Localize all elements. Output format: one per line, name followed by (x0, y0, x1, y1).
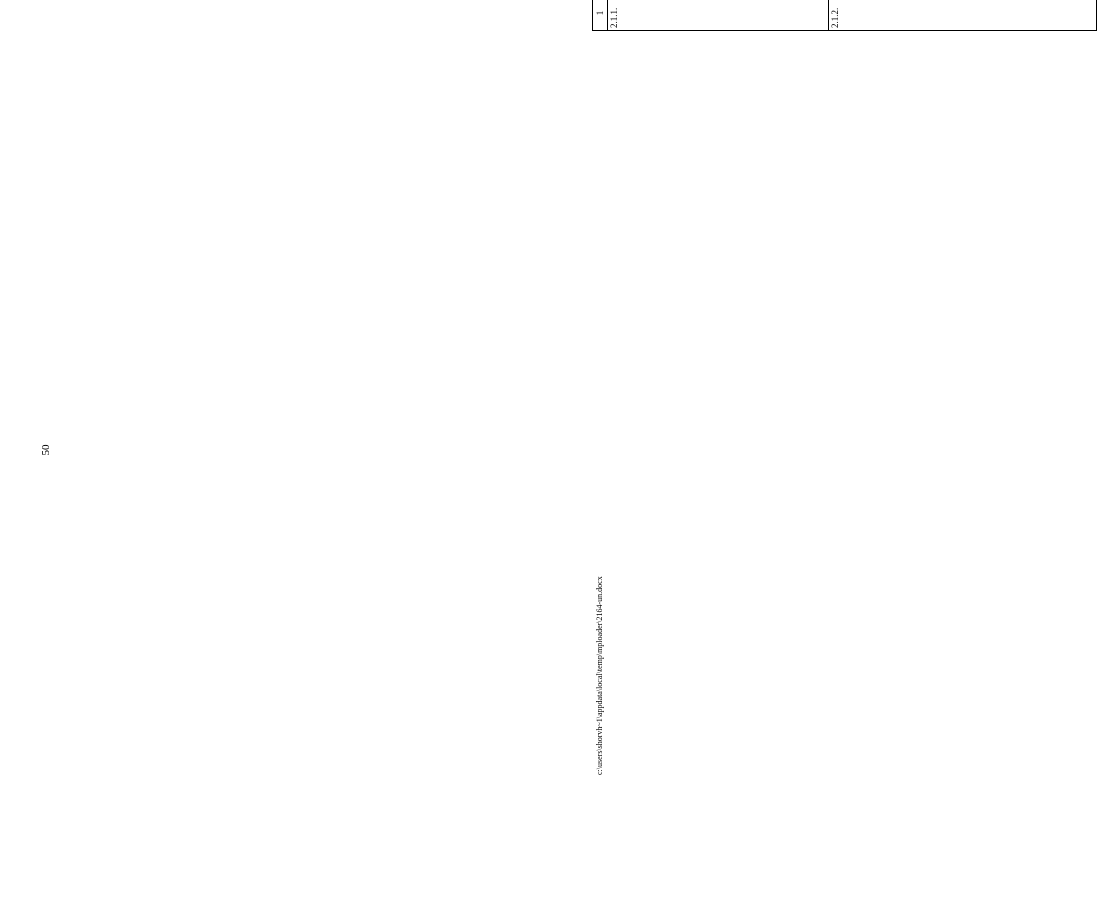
table-body (608, 0, 1097, 31)
table-row (829, 0, 941, 31)
measure-number: 2.1.1. (608, 0, 829, 31)
footer-file-path: c:\users\shorvh~1\appdata\local\temp\mploader\2164-un.docx (595, 576, 604, 775)
table-row (608, 0, 649, 31)
column-number-1: 1 (593, 0, 608, 31)
page-number: 50 (40, 444, 52, 456)
program-measures-table (592, 0, 1097, 31)
measure-number: 2.1.2. (829, 0, 1097, 31)
column-number-row (593, 0, 608, 31)
